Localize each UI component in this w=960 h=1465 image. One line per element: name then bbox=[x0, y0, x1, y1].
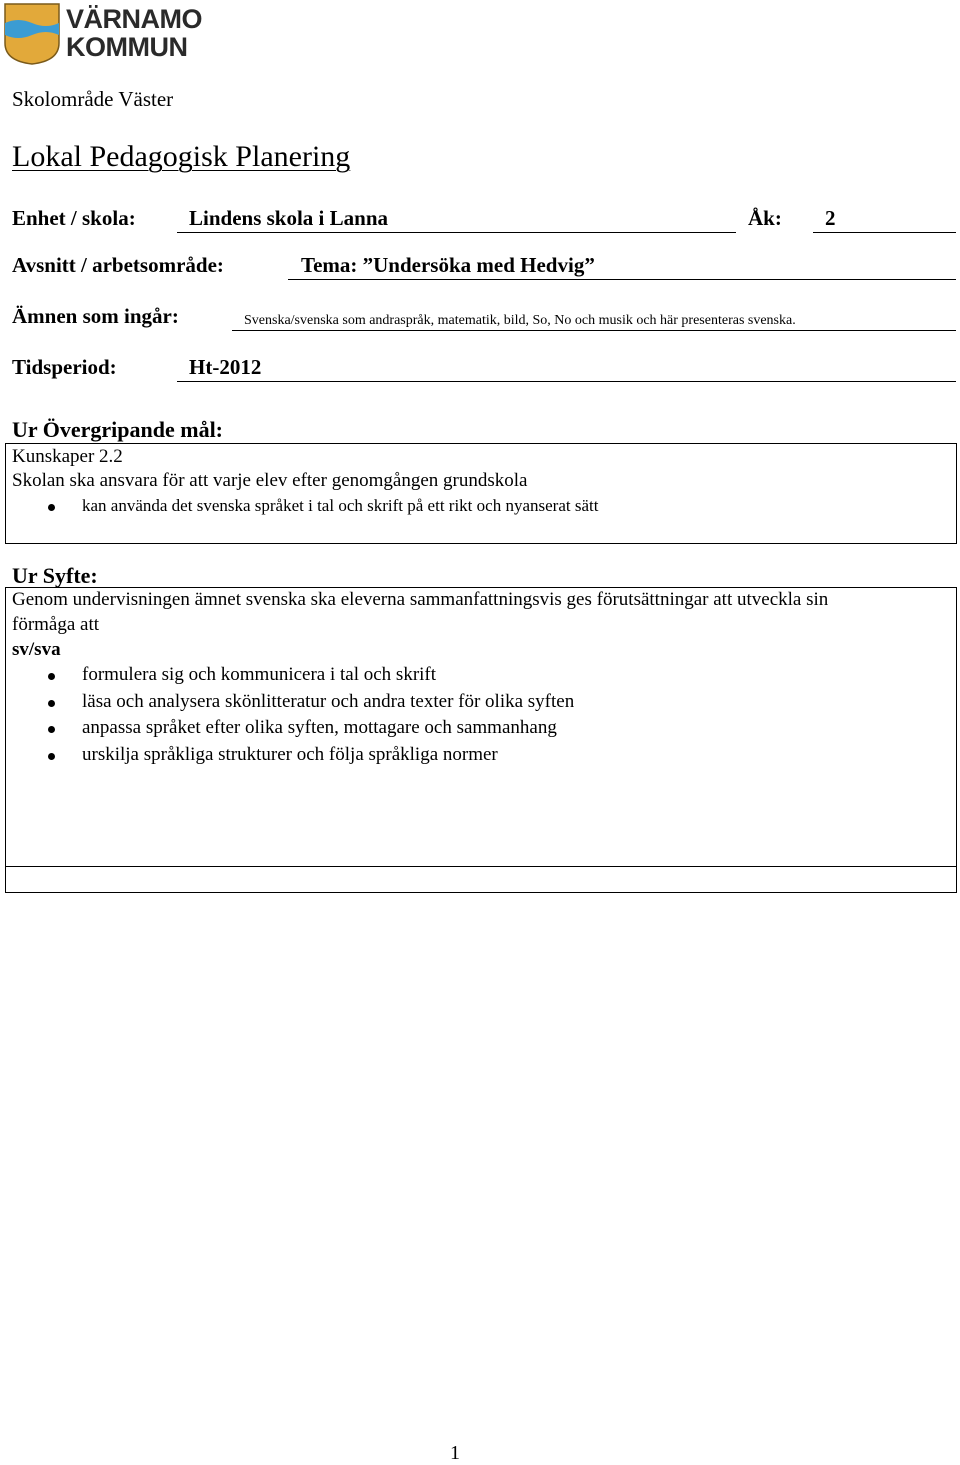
period-value: Ht-2012 bbox=[189, 355, 262, 379]
purpose-subhead: sv/sva bbox=[12, 639, 61, 660]
period-label: Tidsperiod: bbox=[12, 355, 117, 379]
period-underline bbox=[177, 381, 956, 382]
goals-line1: Kunskaper 2.2 bbox=[12, 446, 123, 467]
goals-line2: Skolan ska ansvara för att varje elev efter genomgången grundskola bbox=[12, 470, 528, 491]
subjects-underline bbox=[232, 330, 956, 331]
section-underline bbox=[288, 279, 956, 280]
subjects-label: Ämnen som ingår: bbox=[12, 304, 179, 328]
unit-value: Lindens skola i Lanna bbox=[189, 206, 389, 230]
section-value: Tema: ”Undersöka med Hedvig” bbox=[301, 253, 595, 277]
coat-of-arms-icon bbox=[4, 3, 60, 65]
logo-line2: KOMMUN bbox=[66, 32, 188, 62]
logo bbox=[4, 3, 219, 67]
section-label: Avsnitt / arbetsområde: bbox=[12, 253, 224, 277]
purpose-bullet-item: formulera sig och kommunicera i tal och skrift bbox=[82, 664, 437, 685]
bullet-icon bbox=[48, 673, 55, 680]
purpose-intro: Genom undervisningen ämnet svenska ska eleverna sammanfattningsvis ges förutsättningar att utveckla sin bbox=[12, 589, 829, 610]
school-area: Skolområde Väster bbox=[12, 87, 174, 111]
goals-bullet-item: kan använda det svenska språket i tal och skrift på ett rikt och nyanserat sätt bbox=[82, 496, 599, 515]
bullet-icon bbox=[48, 700, 55, 707]
unit-underline bbox=[177, 232, 736, 233]
empty-row-box bbox=[5, 866, 957, 893]
goals-box bbox=[5, 443, 957, 544]
purpose-bullet-item: anpassa språket efter olika syften, mottagare och sammanhang bbox=[82, 717, 557, 738]
bullet-icon bbox=[48, 726, 55, 733]
purpose-heading: Ur Syfte: bbox=[12, 563, 98, 588]
unit-label: Enhet / skola: bbox=[12, 206, 136, 230]
purpose-intro-cont: förmåga att bbox=[12, 614, 100, 635]
grade-value: 2 bbox=[825, 206, 836, 230]
bullet-icon bbox=[48, 504, 55, 511]
page-title: Lokal Pedagogisk Planering bbox=[12, 140, 351, 173]
purpose-bullet-item: läsa och analysera skönlitteratur och andra texter för olika syften bbox=[82, 691, 575, 712]
goals-heading: Ur Övergripande mål: bbox=[12, 417, 224, 442]
page-number: 1 bbox=[450, 1442, 460, 1464]
subjects-value: Svenska/svenska som andraspråk, matematik, bild, So, No och musik och här presenteras svenska. bbox=[244, 313, 796, 328]
grade-underline bbox=[813, 232, 956, 233]
purpose-bullet-item: urskilja språkliga strukturer och följa språkliga normer bbox=[82, 744, 498, 765]
bullet-icon bbox=[48, 753, 55, 760]
grade-label: Åk: bbox=[748, 206, 782, 230]
logo-line1: VÄRNAMO bbox=[66, 4, 202, 34]
